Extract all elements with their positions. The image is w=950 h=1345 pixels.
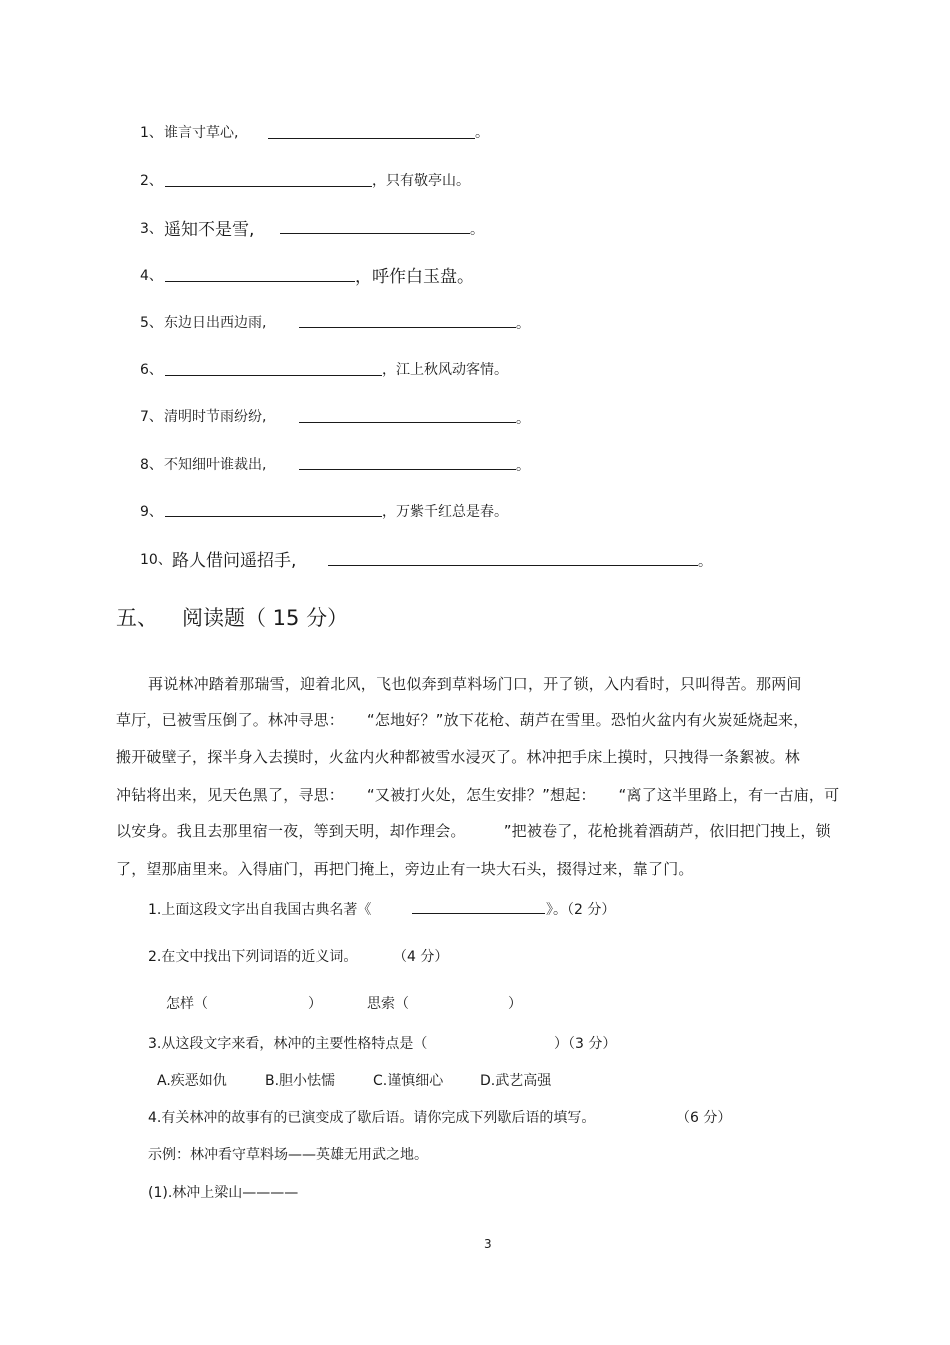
- poem-prompt: 路人借问遥招手,: [172, 551, 297, 571]
- page-number: 3: [484, 1237, 492, 1251]
- synonym-close-1: ）: [308, 996, 322, 1012]
- section-title: 阅读题（ 15 分）: [182, 606, 349, 630]
- passage-line: 再说林冲踏着那瑞雪，迎着北风，飞也似奔到草料场门口，开了锁，入内看时，只叫得苦。那两间: [148, 675, 802, 693]
- question-2: 2.在文中找出下列词语的近义词。: [148, 949, 358, 965]
- question-3: 3.从这段文字来看，林冲的主要性格特点是（: [148, 1036, 428, 1052]
- poem-number: 8、: [140, 457, 163, 473]
- poem-ending: 。: [698, 554, 712, 570]
- poem-ending: 。: [516, 411, 530, 427]
- answer-blank[interactable]: [299, 327, 516, 328]
- poem-number: 4、: [140, 268, 163, 284]
- poem-ending: ，呼作白玉盘。: [355, 267, 474, 287]
- poem-prompt: 东边日出西边雨,: [164, 315, 267, 331]
- poem-prompt: 谁言寸草心,: [164, 125, 239, 141]
- question-1: 1.上面这段文字出自我国古典名著《: [148, 902, 372, 918]
- option-d[interactable]: D.武艺高强: [480, 1073, 552, 1089]
- option-c[interactable]: C.谨慎细心: [373, 1073, 444, 1089]
- poem-number: 1、: [140, 125, 163, 141]
- answer-blank[interactable]: [165, 186, 372, 187]
- poem-prompt: 不知细叶谁裁出,: [164, 457, 267, 473]
- answer-blank[interactable]: [268, 138, 475, 139]
- poem-number: 10、: [140, 552, 172, 568]
- passage-line: 冲钻将出来，见天色黑了，寻思： “又被打火处，怎生安排？”想起： “离了这半里路上，有一古庙，可: [116, 786, 840, 804]
- poem-ending: ，只有敬亭山。: [372, 173, 470, 189]
- answer-blank[interactable]: [412, 913, 545, 914]
- passage-line: 了，望那庙里来。入得庙门，再把门掩上，旁边止有一块大石头，掇得过来，靠了门。: [116, 860, 694, 878]
- question-4: 4.有关林冲的故事有的已演变成了歇后语。请你完成下列歇后语的填写。: [148, 1110, 596, 1126]
- poem-ending: ，万紫千红总是春。: [382, 504, 508, 520]
- poem-ending: 。: [475, 125, 489, 141]
- answer-blank[interactable]: [328, 565, 698, 566]
- passage-line: 草厅，已被雪压倒了。林冲寻思： “怎地好？”放下花枪、葫芦在雪里。恐怕火盆内有火炭延烧起来，: [116, 711, 809, 729]
- poem-number: 3、: [140, 221, 163, 237]
- answer-blank[interactable]: [299, 469, 516, 470]
- question-4-example: 示例：林冲看守草料场——英雄无用武之地。: [148, 1147, 428, 1163]
- synonym-word-2: 思索（: [367, 996, 409, 1012]
- question-1-end: 》。（2 分）: [546, 902, 616, 918]
- answer-blank[interactable]: [299, 422, 516, 423]
- answer-blank[interactable]: [165, 281, 355, 282]
- poem-number: 9、: [140, 504, 163, 520]
- answer-blank[interactable]: [165, 516, 382, 517]
- question-4-score: （6 分）: [676, 1110, 732, 1126]
- poem-number: 5、: [140, 315, 163, 331]
- poem-ending: 。: [516, 458, 530, 474]
- poem-prompt: 遥知不是雪,: [164, 220, 255, 240]
- synonym-word-1: 怎样（: [166, 996, 208, 1012]
- option-a[interactable]: A.疾恶如仇: [157, 1073, 227, 1089]
- poem-ending: 。: [470, 222, 484, 238]
- poem-ending: ，江上秋风动客情。: [382, 362, 508, 378]
- answer-blank[interactable]: [165, 375, 382, 376]
- synonym-close-2: ）: [508, 996, 522, 1012]
- poem-number: 2、: [140, 173, 163, 189]
- passage-line: 搬开破壁子，探半身入去摸时，火盆内火种都被雪水浸灭了。林冲把手床上摸时，只拽得一条絮被。林: [116, 748, 801, 766]
- question-2-score: （4 分）: [393, 949, 449, 965]
- poem-number: 7、: [140, 409, 163, 425]
- question-4-item-1: (1).林冲上梁山————: [148, 1185, 299, 1201]
- section-number: 五、: [116, 606, 158, 630]
- poem-prompt: 清明时节雨纷纷,: [164, 409, 267, 425]
- poem-number: 6、: [140, 362, 163, 378]
- answer-blank[interactable]: [280, 233, 470, 234]
- question-3-end: ）（3 分）: [554, 1036, 617, 1052]
- passage-line: 以安身。我且去那里宿一夜，等到天明，却作理会。 ”把被卷了，花枪挑着酒葫芦，依旧把门拽上，锁: [116, 822, 831, 840]
- option-b[interactable]: B.胆小怯懦: [265, 1073, 336, 1089]
- poem-ending: 。: [516, 316, 530, 332]
